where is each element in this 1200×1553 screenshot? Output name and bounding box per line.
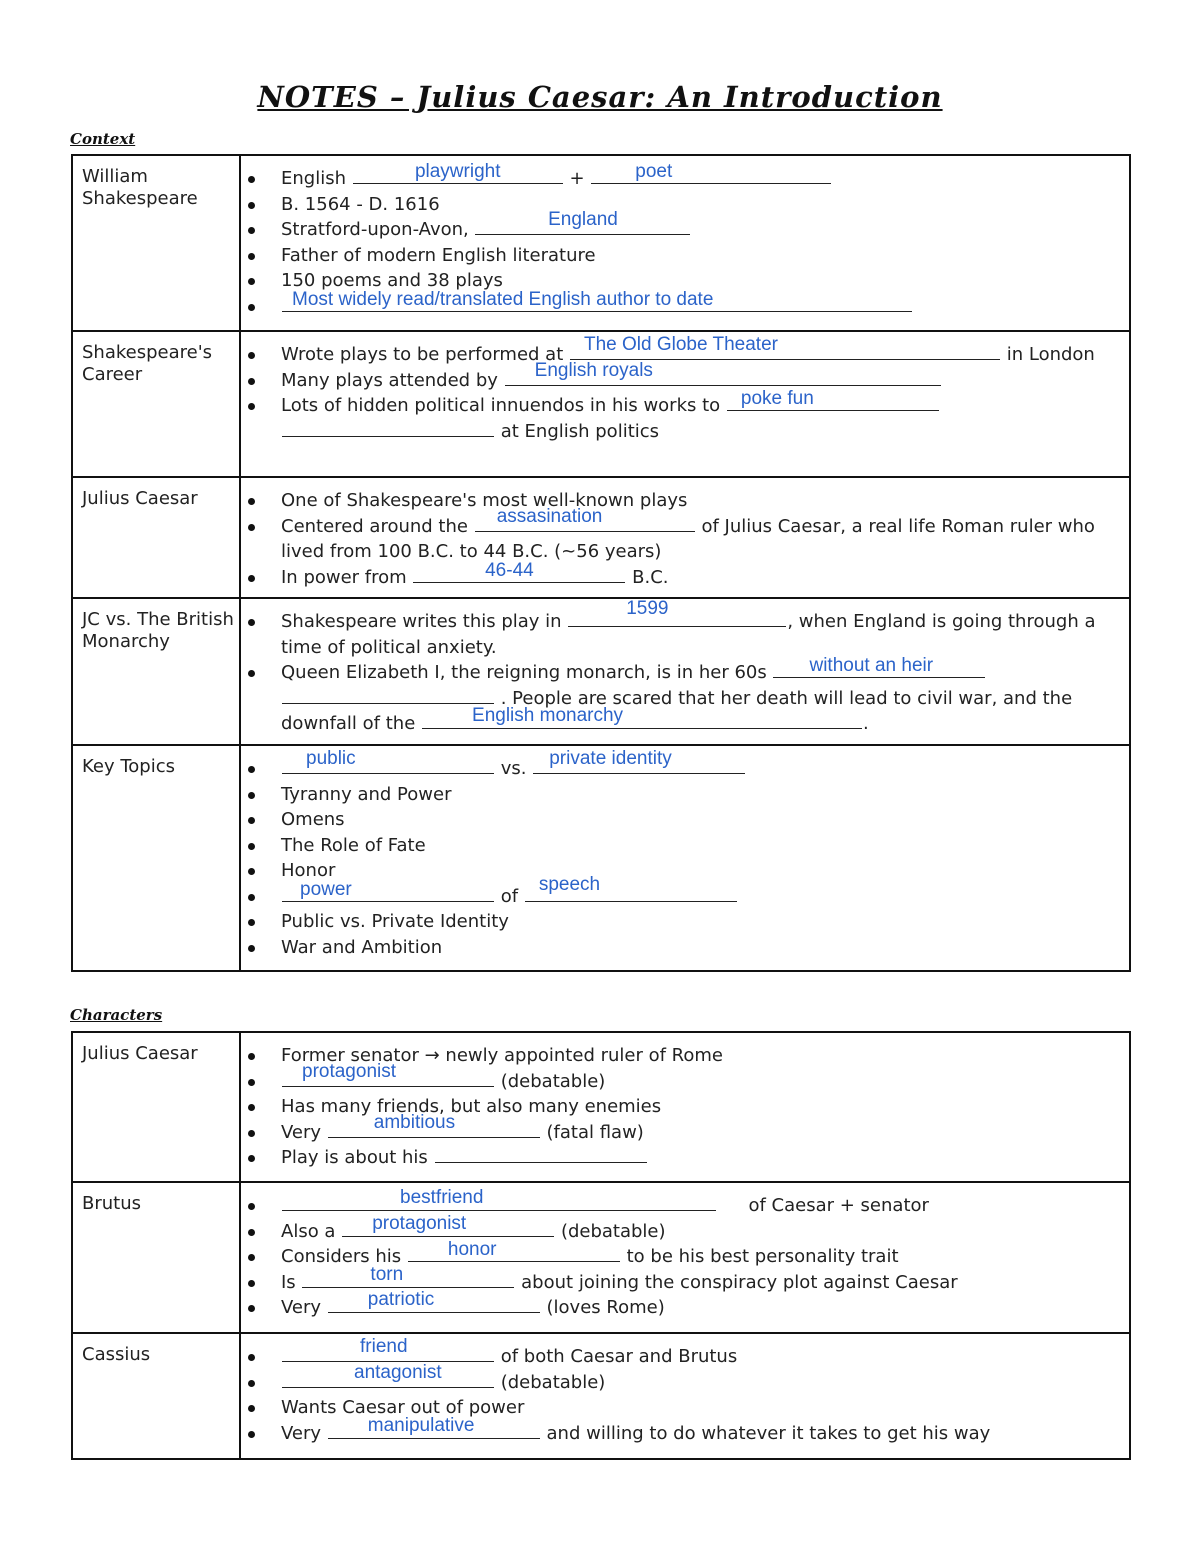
list-item: Very manipulative and willing to do whatever it takes to get his way [281, 1421, 1115, 1447]
list-item: bestfriend of Caesar + senator [281, 1193, 1115, 1219]
list-item: Public vs. Private Identity [281, 909, 1115, 935]
list-item: English playwright + poet [281, 166, 1115, 192]
blank-field: antagonist [282, 1371, 494, 1388]
table-row [72, 745, 1130, 971]
list-item: Wants Caesar out of power [281, 1395, 1115, 1421]
table-row [72, 1333, 1130, 1459]
list-item: power of speech [281, 884, 1115, 910]
blank-field: English royals [505, 369, 941, 386]
blank-field: manipulative [328, 1422, 540, 1439]
list-item: Honor [281, 858, 1115, 884]
row-label: Shakespeare's Career [72, 331, 240, 477]
row-label: Brutus [72, 1182, 240, 1333]
context-table [71, 154, 1131, 972]
list-item: Centered around the assasination of Julius Caesar, a real life Roman ruler who lived from 100 B.C. to 44 B.C. (~56 years) [281, 514, 1115, 565]
list-item [281, 288, 1115, 320]
list-item: Former senator → newly appointed ruler of Rome [281, 1043, 1115, 1069]
list-item: public vs. private identity [281, 756, 1115, 782]
list-item: Stratford-upon-Avon, England [281, 217, 1115, 243]
list-item: One of Shakespeare's most well-known plays [281, 488, 1115, 514]
blank-field: bestfriend [282, 1194, 716, 1211]
list-item: War and Ambition [281, 935, 1115, 961]
blank-field: assasination [475, 515, 695, 532]
list-item: The Role of Fate [281, 833, 1115, 859]
list-item: 150 poems and 38 plays [281, 268, 1115, 294]
characters-table [71, 1031, 1131, 1460]
page-title: NOTES – Julius Caesar: An Introduction [257, 80, 943, 114]
table-row [72, 155, 1130, 331]
row-label: JC vs. The British Monarchy [72, 598, 240, 745]
blank-field: public [282, 757, 494, 774]
table-row [72, 598, 1130, 745]
list-item: Tyranny and Power [281, 782, 1115, 808]
blank-field: ambitious [328, 1121, 540, 1138]
list-item: Very patriotic (loves Rome) [281, 1295, 1115, 1321]
row-label: William Shakespeare [72, 155, 240, 331]
row-content [240, 745, 1130, 971]
list-item: antagonist (debatable) [281, 1370, 1115, 1396]
row-label: Key Topics [72, 745, 240, 971]
table-row [72, 1182, 1130, 1333]
list-item: Has many friends, but also many enemies [281, 1094, 1115, 1120]
list-item: In power from 46-44 B.C. [281, 565, 1115, 591]
blank-field: Most widely read/translated English author to date [282, 295, 912, 312]
blank-field: honor [408, 1245, 620, 1262]
blank-field [282, 687, 494, 704]
blank-field: patriotic [328, 1296, 540, 1313]
blank-field: protagonist [282, 1070, 494, 1087]
row-content [240, 1333, 1130, 1459]
list-item: Is torn about joining the conspiracy plot against Caesar [281, 1270, 1115, 1296]
row-content [240, 477, 1130, 598]
blank-field [282, 420, 494, 437]
section-heading-context: Context [70, 130, 136, 148]
blank-field: English monarchy [422, 712, 862, 729]
row-content [240, 1032, 1130, 1182]
blank-field [435, 1146, 647, 1163]
blank-field: torn [302, 1271, 514, 1288]
list-item: friend of both Caesar and Brutus [281, 1344, 1115, 1370]
blank-field: speech [525, 885, 737, 902]
list-item: Many plays attended by English royals [281, 368, 1115, 394]
blank-field: poke fun [727, 394, 939, 411]
list-item: Also a protagonist (debatable) [281, 1219, 1115, 1245]
list-item: Lots of hidden political innuendos in his works to poke fun at English politics [281, 393, 1115, 444]
row-content [240, 331, 1130, 477]
list-item: Father of modern English literature [281, 243, 1115, 269]
section-heading-characters: Characters [70, 1006, 163, 1024]
list-item: protagonist (debatable) [281, 1069, 1115, 1095]
blank-field: power [282, 885, 494, 902]
list-item: Wrote plays to be performed at The Old Globe Theater in London [281, 342, 1115, 368]
list-item: Queen Elizabeth I, the reigning monarch, is in her 60s without an heir . People are scared that her death will lead to civil war, and the downfall of the English monarchy . [281, 660, 1115, 737]
blank-field: protagonist [342, 1220, 554, 1237]
table-row [72, 331, 1130, 477]
row-label: Cassius [72, 1333, 240, 1459]
list-item: Omens [281, 807, 1115, 833]
blank-field: without an heir [773, 661, 985, 678]
row-content [240, 155, 1130, 331]
blank-field: playwright [353, 167, 563, 184]
blank-field: 1599 [568, 610, 786, 627]
list-item: Play is about his [281, 1145, 1115, 1171]
list-item: Considers his honor to be his best personality trait [281, 1244, 1115, 1270]
table-row [72, 477, 1130, 598]
blank-field: private identity [533, 757, 745, 774]
table-row [72, 1032, 1130, 1182]
row-label: Julius Caesar [72, 477, 240, 598]
list-item: B. 1564 - D. 1616 [281, 192, 1115, 218]
blank-field: friend [282, 1345, 494, 1362]
blank-field: poet [591, 167, 831, 184]
list-item: Shakespeare writes this play in 1599 , when England is going through a time of political anxiety. [281, 609, 1115, 660]
list-item: Very ambitious (fatal flaw) [281, 1120, 1115, 1146]
blank-field: England [475, 218, 690, 235]
row-content [240, 598, 1130, 745]
row-content [240, 1182, 1130, 1333]
row-label: Julius Caesar [72, 1032, 240, 1182]
blank-field: The Old Globe Theater [570, 343, 1000, 360]
blank-field: 46-44 [413, 566, 625, 583]
